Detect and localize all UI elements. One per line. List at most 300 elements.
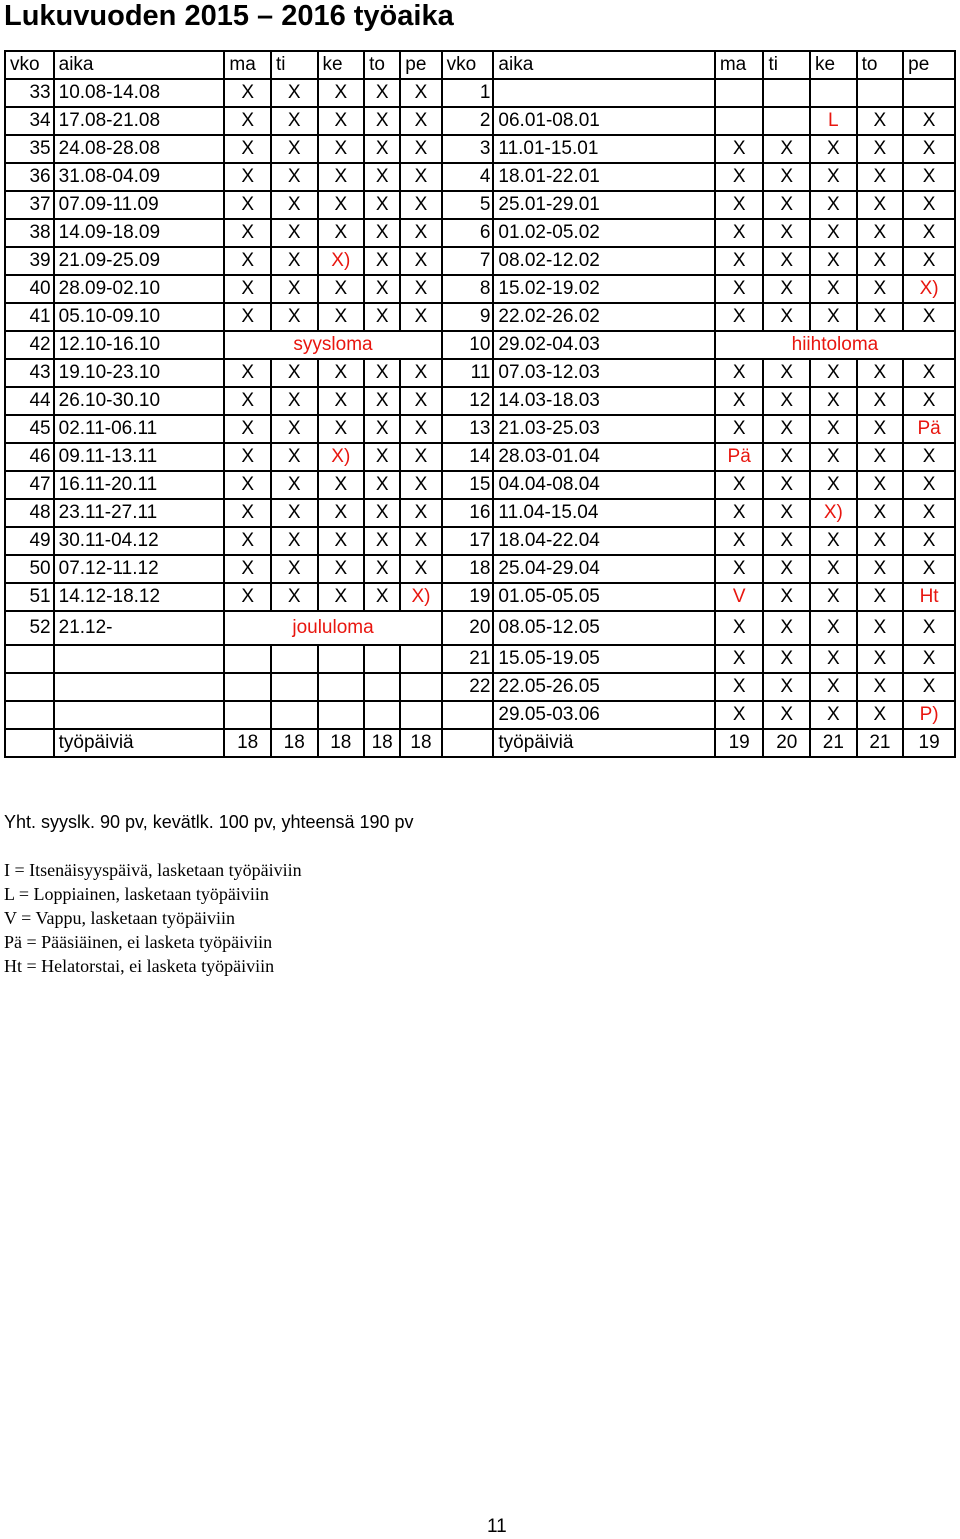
table-cell: X bbox=[810, 387, 857, 415]
table-row bbox=[5, 611, 955, 645]
table-cell: X bbox=[903, 645, 955, 673]
table-cell: X bbox=[715, 471, 764, 499]
legend-item: V = Vappu, lasketaan työpäiviin bbox=[4, 908, 235, 928]
table-cell bbox=[763, 79, 810, 107]
table-cell: X bbox=[763, 443, 810, 471]
table-cell: X bbox=[857, 443, 904, 471]
table-cell: X bbox=[271, 79, 318, 107]
table-cell: X bbox=[224, 499, 271, 527]
table-cell: 14 bbox=[442, 443, 494, 471]
table-cell: X bbox=[903, 135, 955, 163]
table-cell: X bbox=[763, 611, 810, 645]
table-cell: X bbox=[364, 163, 400, 191]
table-cell: X bbox=[318, 79, 365, 107]
table-cell: V bbox=[715, 583, 764, 611]
table-cell bbox=[715, 107, 764, 135]
table-cell: X bbox=[857, 611, 904, 645]
table-row bbox=[5, 275, 955, 303]
table-cell: 10.08-14.08 bbox=[54, 79, 225, 107]
table-cell: X bbox=[364, 219, 400, 247]
table-cell: X bbox=[857, 555, 904, 583]
table-cell: 21.03-25.03 bbox=[493, 415, 714, 443]
table-cell: X bbox=[318, 555, 365, 583]
table-cell: X bbox=[715, 555, 764, 583]
table-row bbox=[5, 135, 955, 163]
table-cell: X bbox=[715, 611, 764, 645]
table-cell bbox=[442, 729, 494, 757]
table-cell: X bbox=[400, 163, 441, 191]
header-cell: ti bbox=[763, 51, 810, 79]
table-cell: 29.02-04.03 bbox=[493, 331, 714, 359]
table-cell: X bbox=[763, 415, 810, 443]
table-cell: X bbox=[903, 303, 955, 331]
table-cell: hiihtoloma bbox=[715, 331, 955, 359]
table-cell: X bbox=[364, 275, 400, 303]
table-cell: 20 bbox=[763, 729, 810, 757]
table-cell: X bbox=[271, 499, 318, 527]
table-cell: 14.12-18.12 bbox=[54, 583, 225, 611]
table-cell: 8 bbox=[442, 275, 494, 303]
table-cell: X bbox=[364, 527, 400, 555]
table-cell bbox=[271, 673, 318, 701]
table-cell: 7 bbox=[442, 247, 494, 275]
table-cell: 19.10-23.10 bbox=[54, 359, 225, 387]
table-cell: X bbox=[810, 443, 857, 471]
table-cell: X bbox=[857, 275, 904, 303]
table-cell: 18 bbox=[364, 729, 400, 757]
table-cell: X bbox=[763, 135, 810, 163]
table-cell bbox=[400, 701, 441, 729]
table-cell: 01.02-05.02 bbox=[493, 219, 714, 247]
table-cell: X bbox=[271, 443, 318, 471]
table-cell: X bbox=[715, 191, 764, 219]
table-cell: 05.10-09.10 bbox=[54, 303, 225, 331]
table-cell: 40 bbox=[5, 275, 54, 303]
table-cell: X bbox=[810, 191, 857, 219]
table-cell: X bbox=[224, 79, 271, 107]
table-cell: 29.05-03.06 bbox=[493, 701, 714, 729]
table-cell: 18 bbox=[442, 555, 494, 583]
table-cell: 13 bbox=[442, 415, 494, 443]
header-cell: pe bbox=[903, 51, 955, 79]
table-cell bbox=[54, 673, 225, 701]
table-row bbox=[5, 331, 955, 359]
table-cell: X bbox=[271, 219, 318, 247]
table-cell: X bbox=[903, 611, 955, 645]
table-cell: X bbox=[810, 163, 857, 191]
table-cell: 21 bbox=[442, 645, 494, 673]
table-cell: 22 bbox=[442, 673, 494, 701]
table-cell: 18 bbox=[224, 729, 271, 757]
table-row bbox=[5, 471, 955, 499]
table-row bbox=[5, 219, 955, 247]
table-cell: 14.03-18.03 bbox=[493, 387, 714, 415]
header-row bbox=[5, 51, 955, 79]
table-cell: X bbox=[224, 471, 271, 499]
table-cell: 18 bbox=[271, 729, 318, 757]
table-cell: 15.05-19.05 bbox=[493, 645, 714, 673]
table-cell: 07.12-11.12 bbox=[54, 555, 225, 583]
table-cell bbox=[224, 673, 271, 701]
table-cell: X bbox=[400, 247, 441, 275]
table-cell: X) bbox=[903, 275, 955, 303]
table-cell: 34 bbox=[5, 107, 54, 135]
table-cell: X bbox=[810, 415, 857, 443]
table-cell: 17 bbox=[442, 527, 494, 555]
header-cell: vko bbox=[5, 51, 54, 79]
table-cell: X bbox=[364, 471, 400, 499]
table-cell: X bbox=[224, 275, 271, 303]
table-cell: X bbox=[715, 247, 764, 275]
table-cell: X bbox=[715, 701, 764, 729]
table-cell: X bbox=[364, 555, 400, 583]
table-row bbox=[5, 163, 955, 191]
table-cell: 18 bbox=[318, 729, 365, 757]
table-cell: X bbox=[400, 359, 441, 387]
table-row bbox=[5, 701, 955, 729]
table-cell: X bbox=[400, 275, 441, 303]
table-cell: X bbox=[715, 415, 764, 443]
table-cell: 4 bbox=[442, 163, 494, 191]
table-row bbox=[5, 191, 955, 219]
table-cell: X bbox=[903, 107, 955, 135]
legend-item: Ht = Helatorstai, ei lasketa työpäiviin bbox=[4, 956, 275, 976]
table-cell: X bbox=[271, 275, 318, 303]
table-cell bbox=[5, 645, 54, 673]
table-cell bbox=[318, 645, 365, 673]
table-row bbox=[5, 583, 955, 611]
table-cell: X bbox=[857, 359, 904, 387]
table-cell: 25.01-29.01 bbox=[493, 191, 714, 219]
table-cell: X bbox=[810, 303, 857, 331]
header-cell: ke bbox=[318, 51, 365, 79]
table-cell: X bbox=[318, 219, 365, 247]
table-cell: X bbox=[857, 583, 904, 611]
table-cell: työpäiviä bbox=[493, 729, 714, 757]
table-cell: 26.10-30.10 bbox=[54, 387, 225, 415]
table-cell: X bbox=[763, 275, 810, 303]
table-cell: X bbox=[400, 219, 441, 247]
table-cell: X bbox=[903, 247, 955, 275]
table-cell: 17.08-21.08 bbox=[54, 107, 225, 135]
table-cell: X bbox=[224, 247, 271, 275]
table-cell: X bbox=[271, 359, 318, 387]
table-cell: X bbox=[715, 135, 764, 163]
table-cell: X bbox=[318, 499, 365, 527]
table-cell: X bbox=[857, 191, 904, 219]
table-cell: Pä bbox=[715, 443, 764, 471]
table-row bbox=[5, 79, 955, 107]
table-cell: X bbox=[763, 163, 810, 191]
table-cell: 36 bbox=[5, 163, 54, 191]
table-cell: 20 bbox=[442, 611, 494, 645]
table-cell: X bbox=[763, 499, 810, 527]
table-cell bbox=[364, 645, 400, 673]
table-cell bbox=[271, 701, 318, 729]
table-cell: X bbox=[318, 275, 365, 303]
table-cell: 31.08-04.09 bbox=[54, 163, 225, 191]
table-cell: X bbox=[224, 303, 271, 331]
table-cell: X bbox=[857, 673, 904, 701]
table-cell: X bbox=[400, 471, 441, 499]
table-cell: X bbox=[364, 583, 400, 611]
table-cell: 5 bbox=[442, 191, 494, 219]
table-cell: X) bbox=[318, 247, 365, 275]
table-row bbox=[5, 415, 955, 443]
table-cell bbox=[763, 107, 810, 135]
table-row bbox=[5, 673, 955, 701]
table-cell: 21.09-25.09 bbox=[54, 247, 225, 275]
table-cell: X bbox=[903, 555, 955, 583]
table-cell: X bbox=[715, 499, 764, 527]
table-cell: X bbox=[903, 443, 955, 471]
header-cell: to bbox=[857, 51, 904, 79]
table-cell: 16.11-20.11 bbox=[54, 471, 225, 499]
table-cell bbox=[400, 645, 441, 673]
table-cell: X) bbox=[318, 443, 365, 471]
table-cell: X bbox=[318, 107, 365, 135]
table-cell: X bbox=[271, 387, 318, 415]
table-cell: X bbox=[857, 247, 904, 275]
table-cell: joululoma bbox=[224, 611, 441, 645]
table-cell: 48 bbox=[5, 499, 54, 527]
table-cell: X bbox=[857, 135, 904, 163]
table-cell: X bbox=[903, 499, 955, 527]
table-row bbox=[5, 527, 955, 555]
table-cell: X bbox=[318, 415, 365, 443]
table-cell: X bbox=[857, 701, 904, 729]
header-cell: ti bbox=[271, 51, 318, 79]
table-cell: 43 bbox=[5, 359, 54, 387]
table-cell: X bbox=[763, 387, 810, 415]
table-cell: 33 bbox=[5, 79, 54, 107]
table-cell: X bbox=[224, 191, 271, 219]
page-number: 11 bbox=[487, 1516, 507, 1537]
table-cell: 04.04-08.04 bbox=[493, 471, 714, 499]
table-cell: X) bbox=[400, 583, 441, 611]
table-cell: X bbox=[763, 645, 810, 673]
header-cell: ma bbox=[715, 51, 764, 79]
table-cell: X bbox=[224, 163, 271, 191]
table-cell: X bbox=[400, 499, 441, 527]
table-cell bbox=[271, 645, 318, 673]
table-cell: 39 bbox=[5, 247, 54, 275]
table-cell: X bbox=[810, 583, 857, 611]
table-cell: X bbox=[857, 415, 904, 443]
table-cell bbox=[54, 645, 225, 673]
table-row bbox=[5, 555, 955, 583]
table-cell: X bbox=[810, 247, 857, 275]
table-cell: 18.04-22.04 bbox=[493, 527, 714, 555]
table-cell: X bbox=[224, 387, 271, 415]
table-cell: X bbox=[857, 107, 904, 135]
table-cell: 22.05-26.05 bbox=[493, 673, 714, 701]
table-cell: X bbox=[271, 107, 318, 135]
table-cell bbox=[224, 645, 271, 673]
table-cell: X bbox=[271, 471, 318, 499]
header-cell: vko bbox=[442, 51, 494, 79]
table-cell: 19 bbox=[903, 729, 955, 757]
table-cell: 49 bbox=[5, 527, 54, 555]
table-cell: X bbox=[715, 275, 764, 303]
table-cell: Pä bbox=[903, 415, 955, 443]
table-cell: 21 bbox=[810, 729, 857, 757]
schedule-body bbox=[5, 79, 955, 757]
table-cell: X bbox=[400, 415, 441, 443]
legend-item: L = Loppiainen, lasketaan työpäiviin bbox=[4, 884, 269, 904]
table-cell: X bbox=[715, 527, 764, 555]
table-cell: 22.02-26.02 bbox=[493, 303, 714, 331]
table-cell: 3 bbox=[442, 135, 494, 163]
table-cell: X bbox=[271, 191, 318, 219]
table-cell: X bbox=[810, 645, 857, 673]
table-cell: 50 bbox=[5, 555, 54, 583]
table-cell: X bbox=[715, 163, 764, 191]
table-cell: 10 bbox=[442, 331, 494, 359]
table-cell bbox=[5, 673, 54, 701]
table-cell: X bbox=[715, 359, 764, 387]
table-cell: X bbox=[763, 527, 810, 555]
table-cell: 21.12- bbox=[54, 611, 225, 645]
table-cell: X bbox=[224, 555, 271, 583]
table-cell: X bbox=[400, 387, 441, 415]
legend-item: Pä = Pääsiäinen, ei lasketa työpäiviin bbox=[4, 932, 273, 952]
table-cell: X bbox=[857, 645, 904, 673]
table-cell: X bbox=[715, 673, 764, 701]
table-cell: 47 bbox=[5, 471, 54, 499]
table-cell bbox=[493, 79, 714, 107]
table-cell: X bbox=[763, 583, 810, 611]
table-cell: X bbox=[763, 555, 810, 583]
table-cell: X bbox=[763, 191, 810, 219]
schedule-table bbox=[4, 50, 956, 758]
table-cell: X bbox=[763, 471, 810, 499]
table-cell: 18 bbox=[400, 729, 441, 757]
table-cell: 9 bbox=[442, 303, 494, 331]
table-cell: X bbox=[857, 387, 904, 415]
table-cell bbox=[903, 79, 955, 107]
table-cell: X bbox=[903, 471, 955, 499]
table-cell: X bbox=[763, 673, 810, 701]
table-cell: X bbox=[224, 135, 271, 163]
table-cell: X bbox=[903, 219, 955, 247]
table-cell: X bbox=[400, 135, 441, 163]
table-row bbox=[5, 645, 955, 673]
table-cell: X bbox=[318, 135, 365, 163]
table-cell: X bbox=[271, 527, 318, 555]
table-cell: 09.11-13.11 bbox=[54, 443, 225, 471]
header-cell: ke bbox=[810, 51, 857, 79]
table-cell: X bbox=[224, 583, 271, 611]
table-cell bbox=[364, 701, 400, 729]
table-cell: 12.10-16.10 bbox=[54, 331, 225, 359]
table-cell: 46 bbox=[5, 443, 54, 471]
table-row bbox=[5, 303, 955, 331]
table-cell: 01.05-05.05 bbox=[493, 583, 714, 611]
table-cell: X bbox=[857, 219, 904, 247]
table-cell: X bbox=[364, 135, 400, 163]
table-cell: 15 bbox=[442, 471, 494, 499]
table-cell: P) bbox=[903, 701, 955, 729]
table-cell: 08.02-12.02 bbox=[493, 247, 714, 275]
table-cell: X bbox=[224, 443, 271, 471]
table-cell bbox=[442, 701, 494, 729]
table-cell bbox=[5, 729, 54, 757]
table-cell: X bbox=[364, 499, 400, 527]
table-row bbox=[5, 499, 955, 527]
header-cell: pe bbox=[400, 51, 441, 79]
table-cell: 42 bbox=[5, 331, 54, 359]
table-cell bbox=[715, 79, 764, 107]
table-cell: 30.11-04.12 bbox=[54, 527, 225, 555]
table-cell: X bbox=[271, 247, 318, 275]
table-cell: X bbox=[364, 79, 400, 107]
table-cell: 41 bbox=[5, 303, 54, 331]
table-cell: X bbox=[271, 163, 318, 191]
table-cell: X bbox=[271, 415, 318, 443]
table-cell: X bbox=[318, 527, 365, 555]
legend-item: I = Itsenäisyyspäivä, lasketaan työpäiviin bbox=[4, 860, 302, 880]
table-cell: 02.11-06.11 bbox=[54, 415, 225, 443]
table-cell: 35 bbox=[5, 135, 54, 163]
table-cell: X bbox=[318, 583, 365, 611]
table-cell: X bbox=[318, 471, 365, 499]
table-cell: 38 bbox=[5, 219, 54, 247]
table-cell: X bbox=[400, 79, 441, 107]
table-cell: 19 bbox=[442, 583, 494, 611]
table-cell bbox=[318, 701, 365, 729]
table-cell: X bbox=[715, 219, 764, 247]
table-cell: L bbox=[810, 107, 857, 135]
table-cell: X bbox=[224, 359, 271, 387]
table-cell: X bbox=[715, 303, 764, 331]
table-cell: X bbox=[903, 191, 955, 219]
table-cell: X bbox=[224, 107, 271, 135]
table-row bbox=[5, 359, 955, 387]
table-cell: X bbox=[224, 219, 271, 247]
table-cell: 16 bbox=[442, 499, 494, 527]
table-cell: 07.03-12.03 bbox=[493, 359, 714, 387]
table-cell bbox=[5, 701, 54, 729]
table-cell bbox=[224, 701, 271, 729]
table-cell: X bbox=[903, 387, 955, 415]
table-cell: 23.11-27.11 bbox=[54, 499, 225, 527]
table-cell: X bbox=[400, 191, 441, 219]
table-cell: 44 bbox=[5, 387, 54, 415]
table-cell: X bbox=[810, 555, 857, 583]
table-cell: 51 bbox=[5, 583, 54, 611]
table-cell bbox=[54, 701, 225, 729]
table-cell: X bbox=[400, 527, 441, 555]
table-row bbox=[5, 387, 955, 415]
table-cell: X bbox=[763, 701, 810, 729]
header-cell: to bbox=[364, 51, 400, 79]
table-cell bbox=[364, 673, 400, 701]
table-cell: X bbox=[364, 107, 400, 135]
table-cell: X bbox=[318, 303, 365, 331]
table-cell: X bbox=[810, 527, 857, 555]
table-cell: X bbox=[271, 555, 318, 583]
table-cell: X bbox=[763, 303, 810, 331]
table-cell: 25.04-29.04 bbox=[493, 555, 714, 583]
table-cell: X bbox=[857, 303, 904, 331]
table-cell: X bbox=[903, 163, 955, 191]
table-cell: 24.08-28.08 bbox=[54, 135, 225, 163]
table-row bbox=[5, 729, 955, 757]
table-cell: X bbox=[400, 555, 441, 583]
table-cell: X bbox=[857, 471, 904, 499]
table-cell: X bbox=[810, 471, 857, 499]
